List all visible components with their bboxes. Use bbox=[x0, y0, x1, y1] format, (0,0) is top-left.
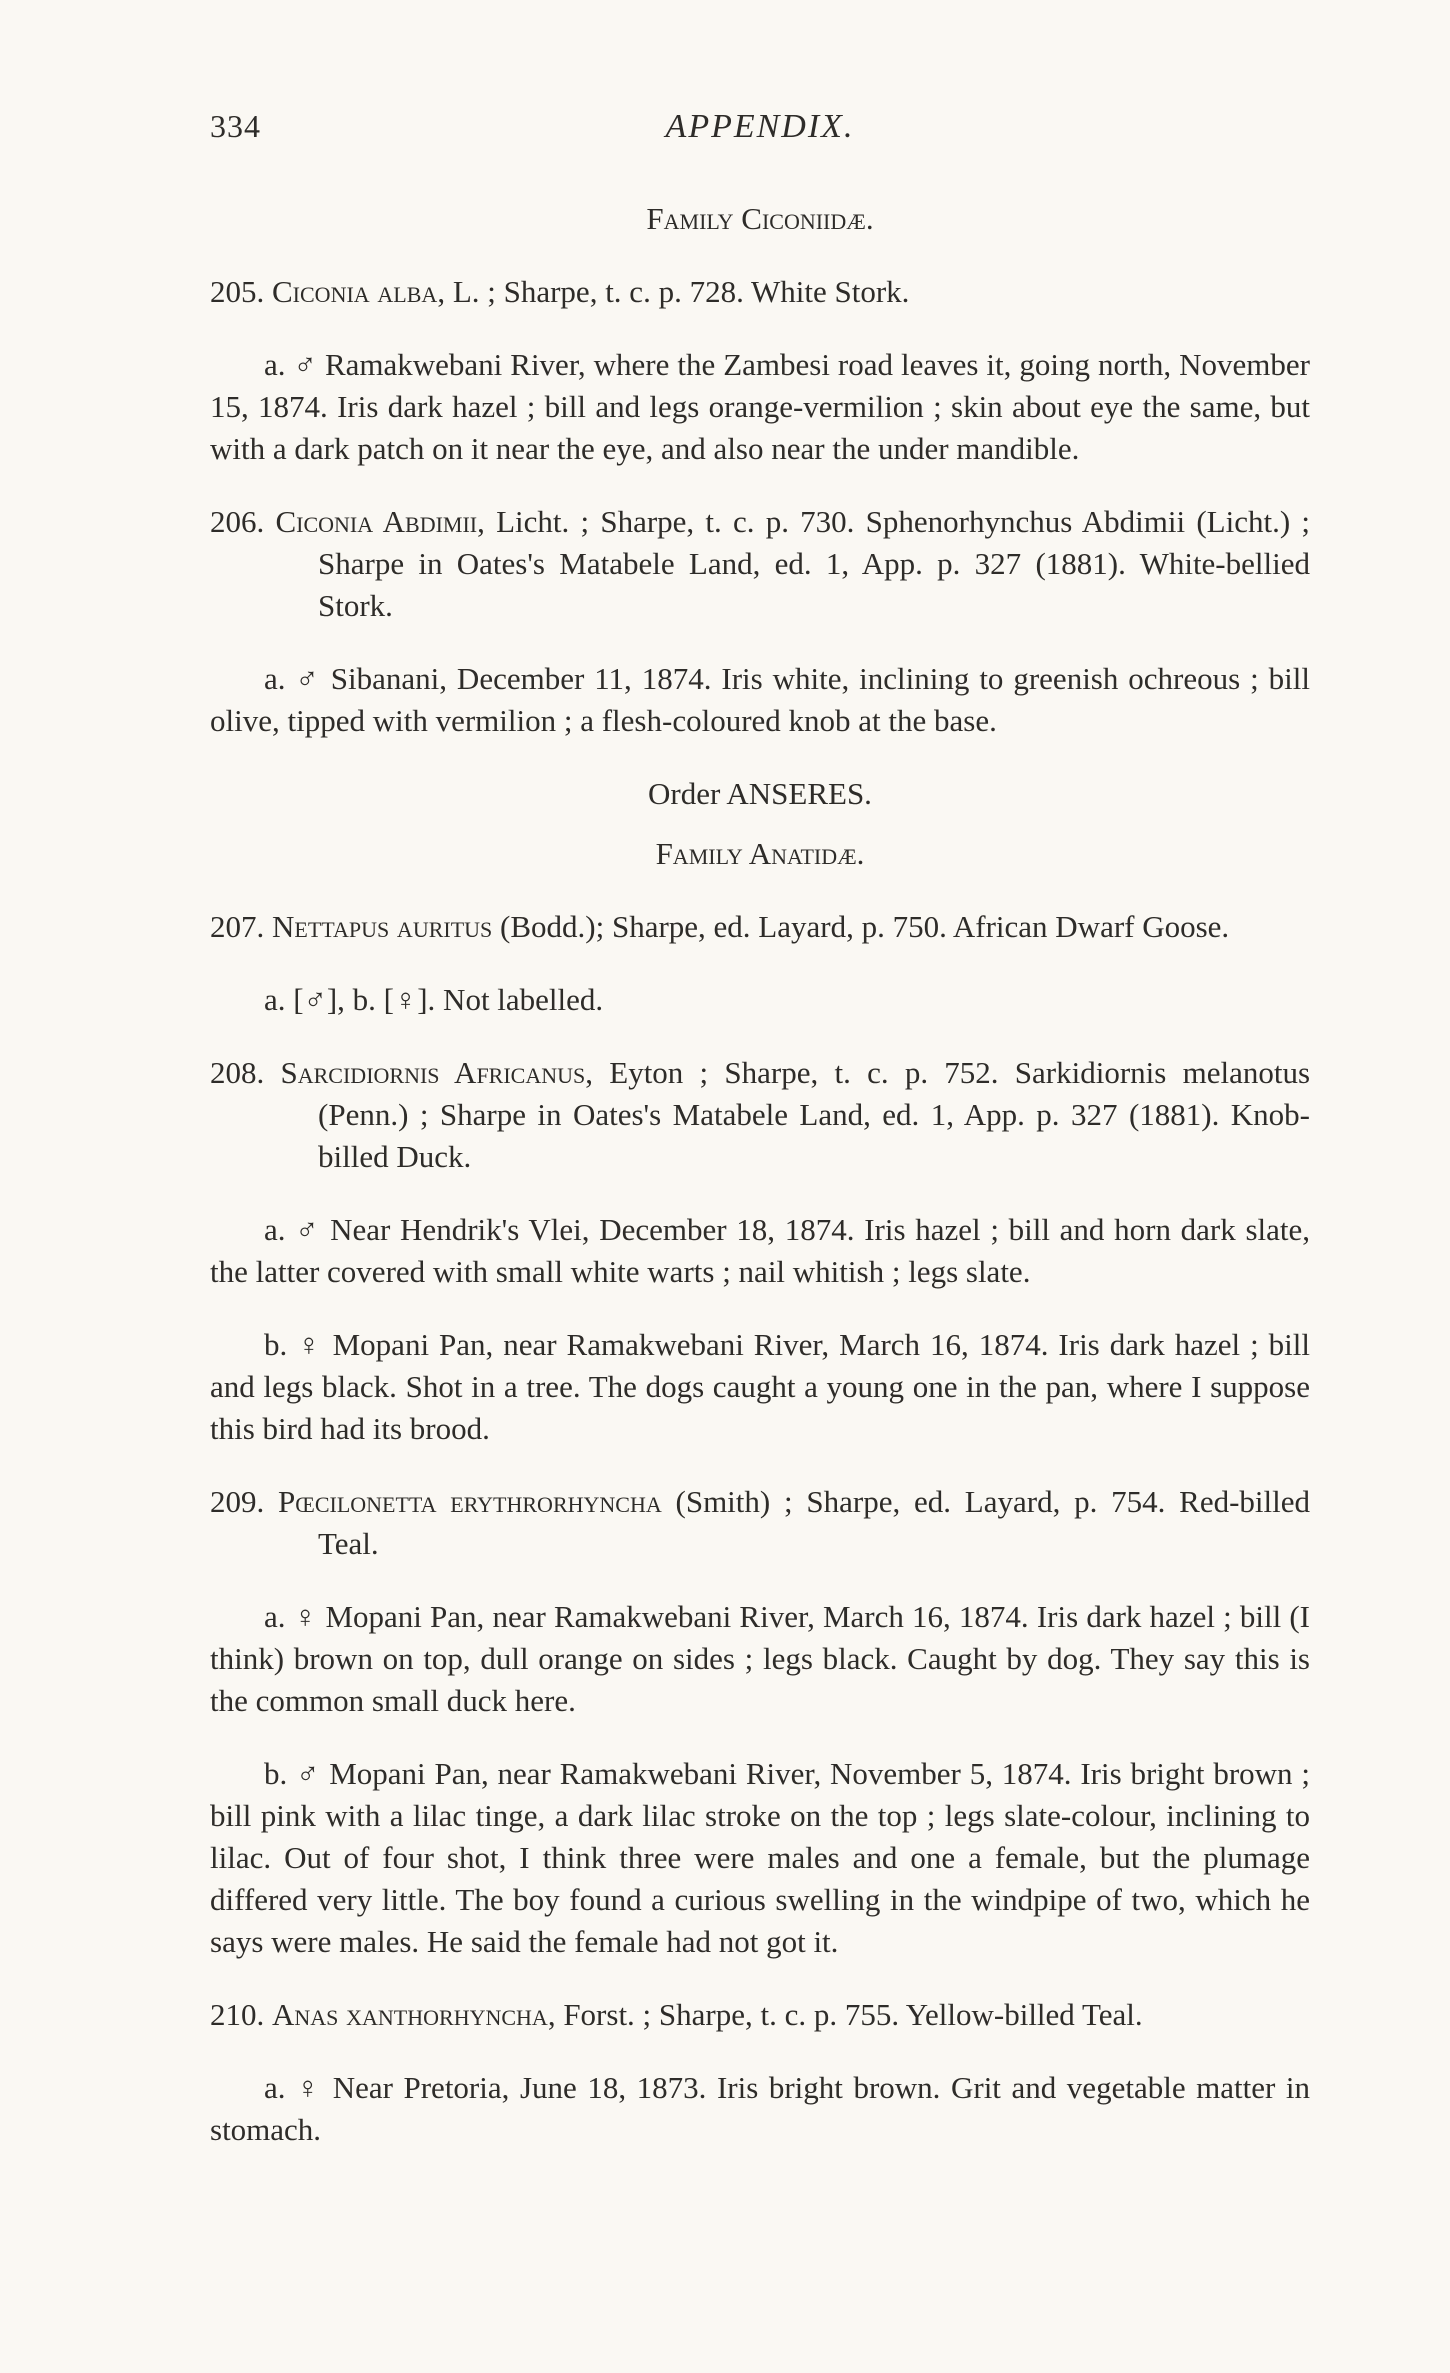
species-citation: , L. ; Sharpe, t. c. p. 728. White Stork. bbox=[437, 274, 910, 309]
order-heading-anseres: Order ANSERES. bbox=[648, 776, 872, 811]
specimen-note: a. [♂], b. [♀]. Not labelled. bbox=[264, 982, 604, 1017]
page-content bbox=[210, 198, 1310, 2182]
species-entry-206 bbox=[210, 501, 1310, 742]
specimen-note: b. ♀ Mopani Pan, near Ramakwebani River, March 16, 1874. Iris dark hazel ; bill and legs black. Shot in a tree. The dogs caught a young one in the pan, where I suppose this bird had its brood. bbox=[210, 1327, 1310, 1446]
species-number: 207. bbox=[210, 909, 265, 944]
species-heading bbox=[210, 1994, 1310, 2036]
species-number: 208. bbox=[210, 1055, 265, 1090]
species-number: 209. bbox=[210, 1484, 265, 1519]
family-heading-anatidae: Family Anatidæ. bbox=[655, 836, 865, 871]
species-name: Pœcilonetta erythrorhyncha bbox=[278, 1484, 662, 1519]
species-heading bbox=[210, 271, 1310, 313]
specimen-note: a. ♂ Near Hendrik's Vlei, December 18, 1874. Iris hazel ; bill and horn dark slate, the latter covered with small white warts ; nail whitish ; legs slate. bbox=[210, 1212, 1310, 1289]
species-citation: , Eyton ; Sharpe, t. c. p. 752. Sarkidiornis melanotus (Penn.) ; Sharpe in Oates's Matabele Land, ed. 1, App. p. 327 (1881). Knob-billed Duck. bbox=[318, 1055, 1311, 1174]
running-head bbox=[210, 108, 1310, 158]
species-name: Anas xanthorhyncha bbox=[272, 1997, 548, 2032]
species-entry-209 bbox=[210, 1481, 1310, 1963]
species-name: Nettapus auritus bbox=[272, 909, 493, 944]
page-number: 334 bbox=[210, 108, 261, 144]
species-entry-210 bbox=[210, 1994, 1310, 2151]
species-citation: , Forst. ; Sharpe, t. c. p. 755. Yellow-billed Teal. bbox=[547, 1997, 1143, 2032]
specimen-note: b. ♂ Mopani Pan, near Ramakwebani River, November 5, 1874. Iris bright brown ; bill pink with a lilac tinge, a dark lilac stroke on the top ; legs slate-colour, inclining to lilac. Out of four shot, I think three were males and one a female, but the plumage differed very little. The boy found a curious swelling in the windpipe of two, which he says were males. He said the female had not got it. bbox=[210, 1756, 1310, 1959]
specimen-note: a. ♀ Near Pretoria, June 18, 1873. Iris bright brown. Grit and vegetable matter in stomach. bbox=[210, 2070, 1310, 2147]
species-heading bbox=[210, 906, 1310, 948]
species-number: 206. bbox=[210, 504, 265, 539]
species-number: 205. bbox=[210, 274, 265, 309]
species-heading bbox=[210, 501, 1310, 627]
species-name: Sarcidiornis Africanus bbox=[280, 1055, 586, 1090]
species-entry-208 bbox=[210, 1052, 1310, 1450]
specimen-note: a. ♂ Ramakwebani River, where the Zambesi road leaves it, going north, November 15, 1874. Iris dark hazel ; bill and legs orange-vermilion ; skin about eye the same, but with a dark patch on it near the eye, and also near the under mandible. bbox=[210, 347, 1310, 466]
species-heading bbox=[210, 1481, 1310, 1565]
specimen-note: a. ♀ Mopani Pan, near Ramakwebani River, March 16, 1874. Iris dark hazel ; bill (I think) brown on top, dull orange on sides ; legs black. Caught by dog. They say this is the common small duck here. bbox=[210, 1599, 1310, 1718]
species-entry-205 bbox=[210, 271, 1310, 470]
species-entry-207 bbox=[210, 906, 1310, 1021]
species-name: Ciconia alba bbox=[272, 274, 438, 309]
running-title: APPENDIX. bbox=[665, 108, 855, 145]
species-heading bbox=[210, 1052, 1310, 1178]
species-citation: , Licht. ; Sharpe, t. c. p. 730. Sphenorhynchus Abdimii (Licht.) ; Sharpe in Oates's Matabele Land, ed. 1, App. p. 327 (1881). White-bellied Stork. bbox=[318, 504, 1310, 623]
family-heading-ciconiidae: Family Ciconiidæ. bbox=[646, 201, 874, 236]
species-citation: (Bodd.); Sharpe, ed. Layard, p. 750. African Dwarf Goose. bbox=[492, 909, 1230, 944]
species-number: 210. bbox=[210, 1997, 265, 2032]
species-name: Ciconia Abdimii bbox=[275, 504, 478, 539]
species-citation: (Smith) ; Sharpe, ed. Layard, p. 754. Red-billed Teal. bbox=[318, 1484, 1310, 1561]
specimen-note: a. ♂ Sibanani, December 11, 1874. Iris white, inclining to greenish ochreous ; bill olive, tipped with vermilion ; a flesh-coloured knob at the base. bbox=[210, 661, 1310, 738]
